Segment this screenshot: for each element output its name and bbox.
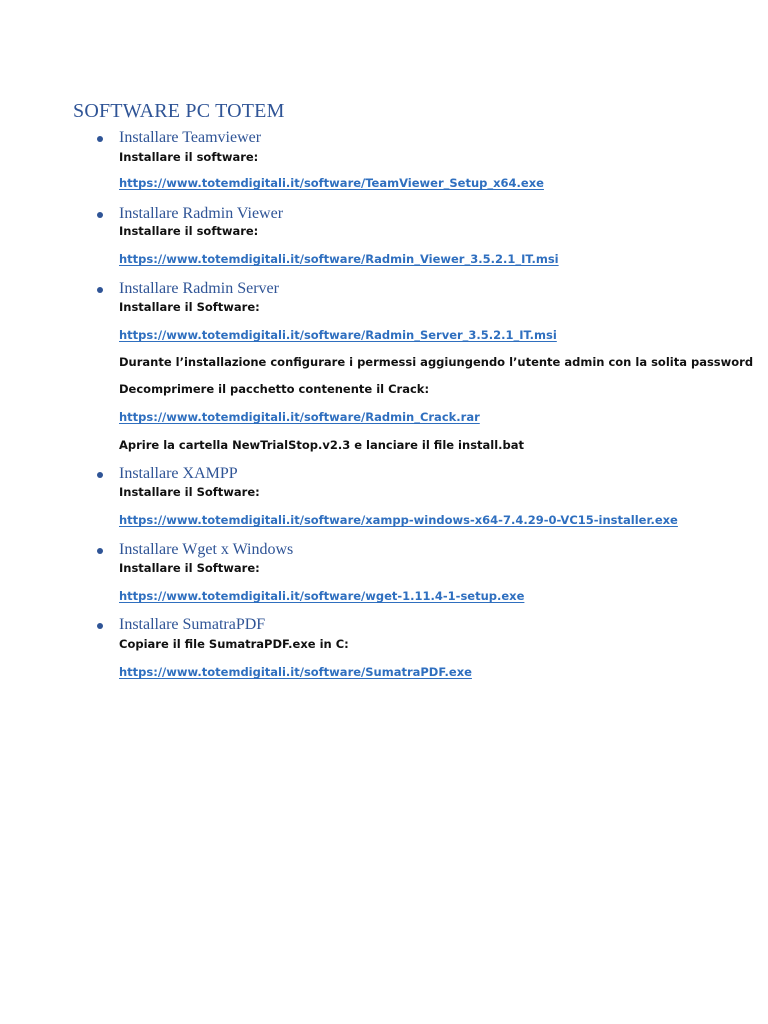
instruction-text: Copiare il file SumatraPDF.exe in C:: [119, 637, 349, 651]
instruction-text: Installare il software:: [119, 224, 259, 238]
instruction-text: Installare il Software:: [119, 561, 260, 575]
section-heading: Installare Radmin Server: [119, 280, 279, 297]
bullet-icon: [97, 212, 103, 218]
section-heading: Installare Radmin Viewer: [119, 205, 284, 222]
section-heading: Installare SumatraPDF: [119, 616, 266, 633]
instruction-text: Aprire la cartella NewTrialStop.v2.3 e lanciare il file install.bat: [119, 438, 525, 452]
download-link[interactable]: https://www.totemdigitali.it/software/Radmin_Server_3.5.2.1_IT.msi: [119, 328, 557, 342]
bullet-icon: [97, 623, 103, 629]
instruction-text: Installare il Software:: [119, 300, 260, 314]
download-link[interactable]: https://www.totemdigitali.it/software/Radmin_Viewer_3.5.2.1_IT.msi: [119, 252, 559, 266]
section-heading: Installare XAMPP: [119, 465, 238, 482]
download-link[interactable]: https://www.totemdigitali.it/software/Radmin_Crack.rar: [119, 410, 480, 424]
download-link[interactable]: https://www.totemdigitali.it/software/wget-1.11.4-1-setup.exe: [119, 589, 525, 603]
download-link[interactable]: https://www.totemdigitali.it/software/xampp-windows-x64-7.4.29-0-VC15-installer.exe: [119, 513, 678, 527]
instruction-text: Installare il software:: [119, 150, 259, 164]
instruction-text: Durante l’installazione configurare i permessi aggiungendo l’utente admin con la solita password: [119, 355, 754, 369]
bullet-icon: [97, 472, 103, 478]
bullet-icon: [97, 136, 103, 142]
section-heading: Installare Wget x Windows: [119, 541, 294, 558]
instruction-text: Installare il Software:: [119, 485, 260, 499]
document-title: SOFTWARE PC TOTEM: [73, 100, 285, 122]
instruction-text: Decomprimere il pacchetto contenente il Crack:: [119, 382, 430, 396]
section-heading: Installare Teamviewer: [119, 129, 262, 146]
download-link[interactable]: https://www.totemdigitali.it/software/TeamViewer_Setup_x64.exe: [119, 176, 544, 190]
download-link[interactable]: https://www.totemdigitali.it/software/SumatraPDF.exe: [119, 665, 472, 679]
bullet-icon: [97, 287, 103, 293]
bullet-icon: [97, 548, 103, 554]
